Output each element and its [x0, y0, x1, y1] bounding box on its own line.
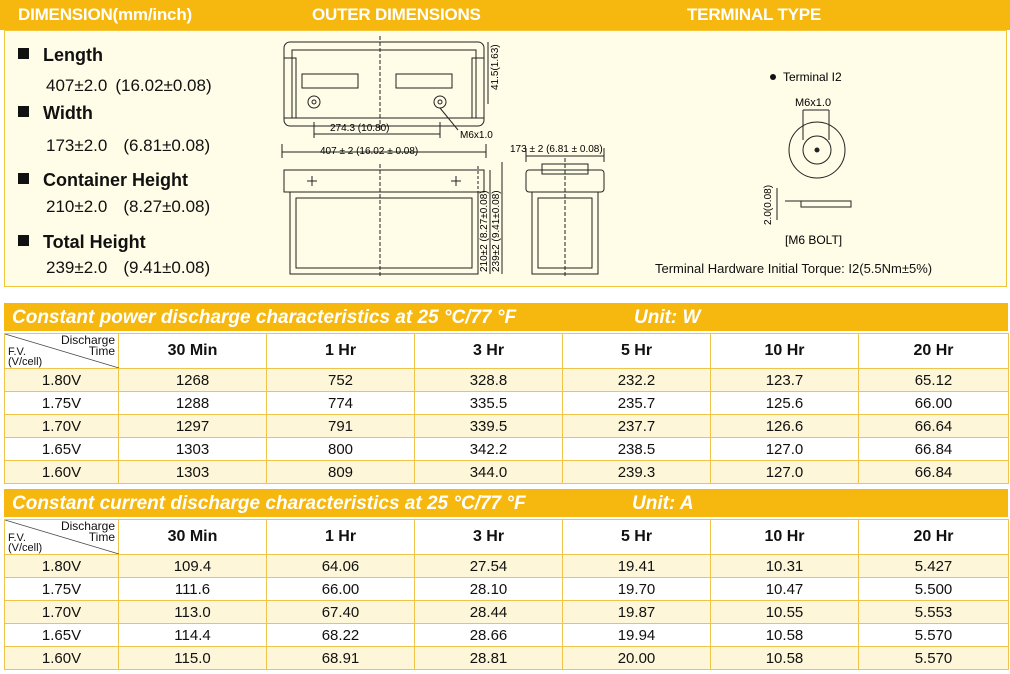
- power-corner-bottom: F.V. (V/cell): [8, 346, 43, 368]
- power-cell: 235.7: [563, 392, 711, 415]
- terminal-height: 2.0(0.08): [763, 184, 774, 225]
- header-bar: [0, 0, 1010, 30]
- drawing-bolt-label: M6x1.0: [460, 130, 493, 141]
- current-col-header: 10 Hr: [711, 520, 859, 555]
- power-cell: 339.5: [415, 415, 563, 438]
- power-cell: 1268: [119, 369, 267, 392]
- power-cell: 66.84: [859, 461, 1009, 484]
- power-table-row: [5, 369, 1009, 392]
- dim-length-label: Length: [18, 45, 103, 66]
- power-row-voltage: 1.65V: [5, 438, 119, 461]
- power-title-bar: [4, 303, 1008, 331]
- current-cell: 27.54: [415, 555, 563, 578]
- current-title: Constant current discharge characteristics at 25 °C/77 °F: [12, 493, 526, 514]
- power-table-row: [5, 415, 1009, 438]
- bullet-icon: [770, 74, 776, 80]
- current-cell: 28.10: [415, 578, 563, 601]
- current-table-row: [5, 555, 1009, 578]
- terminal-name: Terminal I2: [783, 70, 842, 84]
- terminal-drawing: [745, 60, 995, 250]
- power-row-voltage: 1.70V: [5, 415, 119, 438]
- header-terminal-type: TERMINAL TYPE: [687, 5, 822, 24]
- terminal-torque: Terminal Hardware Initial Torque: I2(5.5Nm±5%): [655, 261, 933, 276]
- power-cell: 774: [267, 392, 415, 415]
- current-corner-header: [5, 520, 119, 555]
- power-cell: 66.84: [859, 438, 1009, 461]
- dim-width-value: 173±2.0 (6.81±0.08): [46, 136, 211, 155]
- current-cell: 109.4: [119, 555, 267, 578]
- current-cell: 5.553: [859, 601, 1009, 624]
- current-cell: 68.91: [267, 647, 415, 670]
- power-cell: 66.00: [859, 392, 1009, 415]
- current-cell: 115.0: [119, 647, 267, 670]
- dim-width-label: Width: [18, 103, 93, 124]
- current-cell: 10.58: [711, 647, 859, 670]
- drawing-top-dim-a: 274.3 (10.80): [330, 123, 390, 134]
- header-dimension: DIMENSION(mm/inch): [18, 5, 192, 24]
- drawing-total-height: 239±2 (9.41±0.08): [491, 190, 502, 272]
- power-row-voltage: 1.60V: [5, 461, 119, 484]
- current-col-header: 5 Hr: [563, 520, 711, 555]
- current-row-voltage: 1.65V: [5, 624, 119, 647]
- current-cell: 67.40: [267, 601, 415, 624]
- current-cell: 19.87: [563, 601, 711, 624]
- power-cell: 344.0: [415, 461, 563, 484]
- current-unit: Unit: A: [632, 493, 694, 514]
- power-cell: 239.3: [563, 461, 711, 484]
- power-cell: 65.12: [859, 369, 1009, 392]
- current-cell: 10.31: [711, 555, 859, 578]
- current-cell: 111.6: [119, 578, 267, 601]
- terminal-bolt-type: [M6 BOLT]: [785, 233, 843, 247]
- current-cell: 113.0: [119, 601, 267, 624]
- drawing-container-height: 210±2 (8.27±0.08): [479, 190, 490, 272]
- current-cell: 64.06: [267, 555, 415, 578]
- power-cell: 127.0: [711, 438, 859, 461]
- current-col-header: 3 Hr: [415, 520, 563, 555]
- power-col-header: 20 Hr: [859, 334, 1009, 369]
- current-cell: 5.500: [859, 578, 1009, 601]
- current-corner-top: Discharge Time: [60, 519, 115, 544]
- dim-total-height-label: Total Height: [18, 232, 146, 253]
- power-cell: 238.5: [563, 438, 711, 461]
- dim-container-height-label: Container Height: [18, 170, 188, 191]
- power-col-header: 5 Hr: [563, 334, 711, 369]
- current-table-row: [5, 578, 1009, 601]
- current-cell: 10.55: [711, 601, 859, 624]
- drawing-side-width: 173 ± 2 (6.81 ± 0.08): [510, 144, 603, 155]
- power-row-voltage: 1.80V: [5, 369, 119, 392]
- current-cell: 19.41: [563, 555, 711, 578]
- current-title-bar: [4, 489, 1008, 517]
- current-table-row: [5, 601, 1009, 624]
- power-corner-header: [5, 334, 119, 369]
- power-cell: 1297: [119, 415, 267, 438]
- header-outer-dimensions: OUTER DIMENSIONS: [312, 5, 481, 24]
- drawing-front-width: 407 ± 2 (16.02 ± 0.08): [320, 146, 419, 157]
- power-cell: 328.8: [415, 369, 563, 392]
- power-cell: 237.7: [563, 415, 711, 438]
- current-cell: 19.70: [563, 578, 711, 601]
- outer-dimension-drawing: [270, 32, 640, 282]
- terminal-bolt-label: M6x1.0: [795, 97, 832, 109]
- power-cell: 752: [267, 369, 415, 392]
- power-col-header: 10 Hr: [711, 334, 859, 369]
- power-cell: 809: [267, 461, 415, 484]
- current-row-voltage: 1.60V: [5, 647, 119, 670]
- power-col-header: 1 Hr: [267, 334, 415, 369]
- power-cell: 1303: [119, 461, 267, 484]
- drawing-side-height: 41.5(1.63): [490, 44, 501, 90]
- current-cell: 28.44: [415, 601, 563, 624]
- current-cell: 68.22: [267, 624, 415, 647]
- current-cell: 5.570: [859, 647, 1009, 670]
- current-table-row: [5, 624, 1009, 647]
- power-title: Constant power discharge characteristics at 25 °C/77 °F: [12, 307, 517, 328]
- current-cell: 114.4: [119, 624, 267, 647]
- power-unit: Unit: W: [634, 307, 701, 328]
- power-table-row: [5, 461, 1009, 484]
- power-cell: 123.7: [711, 369, 859, 392]
- current-row-voltage: 1.80V: [5, 555, 119, 578]
- current-col-header: 1 Hr: [267, 520, 415, 555]
- power-row-voltage: 1.75V: [5, 392, 119, 415]
- power-cell: 791: [267, 415, 415, 438]
- current-col-header: 30 Min: [119, 520, 267, 555]
- dim-total-height-value: 239±2.0 (9.41±0.08): [46, 258, 211, 277]
- dim-container-height-value: 210±2.0 (8.27±0.08): [46, 197, 211, 216]
- current-cell: 66.00: [267, 578, 415, 601]
- power-cell: 127.0: [711, 461, 859, 484]
- power-cell: 232.2: [563, 369, 711, 392]
- current-cell: 28.66: [415, 624, 563, 647]
- current-table-row: [5, 647, 1009, 670]
- current-col-header: 20 Hr: [859, 520, 1009, 555]
- current-table: [4, 519, 1009, 670]
- current-cell: 20.00: [563, 647, 711, 670]
- current-row-voltage: 1.70V: [5, 601, 119, 624]
- power-table-row: [5, 392, 1009, 415]
- current-cell: 5.427: [859, 555, 1009, 578]
- dim-length-value: 407±2.0 (16.02±0.08): [46, 76, 212, 95]
- power-cell: 1288: [119, 392, 267, 415]
- power-cell: 335.5: [415, 392, 563, 415]
- current-cell: 10.58: [711, 624, 859, 647]
- power-table-row: [5, 438, 1009, 461]
- current-row-voltage: 1.75V: [5, 578, 119, 601]
- power-cell: 1303: [119, 438, 267, 461]
- power-corner-top: Discharge Time: [60, 333, 115, 358]
- power-cell: 342.2: [415, 438, 563, 461]
- power-cell: 126.6: [711, 415, 859, 438]
- power-cell: 125.6: [711, 392, 859, 415]
- power-table: [4, 333, 1009, 484]
- power-cell: 66.64: [859, 415, 1009, 438]
- current-cell: 28.81: [415, 647, 563, 670]
- current-cell: 19.94: [563, 624, 711, 647]
- current-cell: 5.570: [859, 624, 1009, 647]
- current-cell: 10.47: [711, 578, 859, 601]
- current-corner-bottom: F.V. (V/cell): [8, 532, 43, 554]
- power-col-header: 30 Min: [119, 334, 267, 369]
- power-cell: 800: [267, 438, 415, 461]
- power-col-header: 3 Hr: [415, 334, 563, 369]
